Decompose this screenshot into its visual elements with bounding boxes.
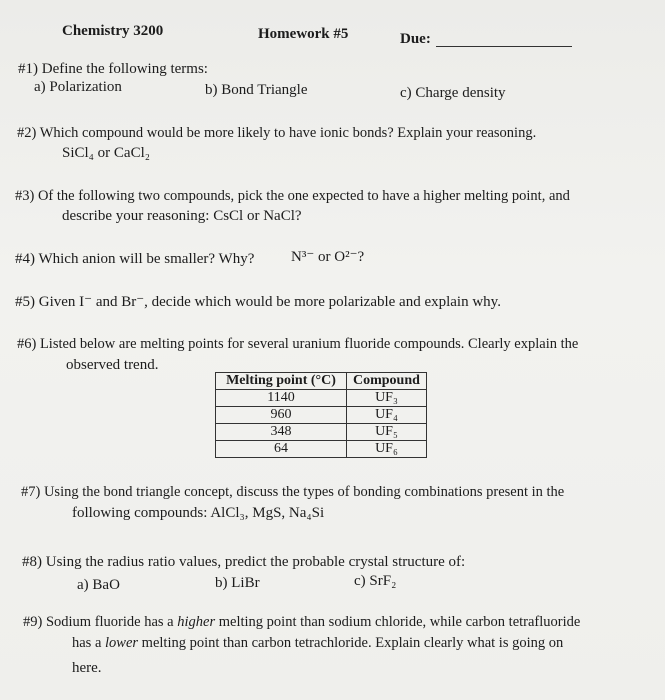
q8-option-b: b) LiBr bbox=[215, 575, 260, 591]
course-title: Chemistry 3200 bbox=[62, 23, 164, 39]
table-row bbox=[216, 390, 427, 407]
melting-point-cell: 1140 bbox=[216, 390, 347, 407]
q8-option-a: a) BaO bbox=[77, 577, 120, 593]
due-date-blank bbox=[436, 46, 572, 47]
q1-option-b: b) Bond Triangle bbox=[205, 82, 308, 98]
compound-cell: UF₆ bbox=[347, 441, 427, 458]
q9-emphasis-higher: higher bbox=[177, 614, 216, 630]
table-row bbox=[216, 424, 427, 441]
column-header-compound: Compound bbox=[347, 373, 427, 390]
q4-prompt: #4) Which anion will be smaller? Why? bbox=[15, 251, 255, 267]
q6-line1: #6) Listed below are melting points for several uranium fluoride compounds. Clearly explain the bbox=[17, 336, 579, 352]
q9-line3: here. bbox=[72, 660, 102, 676]
q9-line2: has a lower melting point than carbon tetrachloride. Explain clearly what is going on bbox=[72, 635, 564, 651]
q2-prompt: #2) Which compound would be more likely to have ionic bonds? Explain your reasoning. bbox=[17, 125, 537, 141]
column-header-melting-point: Melting point (°C) bbox=[216, 373, 347, 390]
q8-option-c: c) SrF₂ bbox=[354, 573, 397, 589]
homework-title: Homework #5 bbox=[258, 26, 349, 42]
q1-option-c: c) Charge density bbox=[400, 85, 506, 101]
q7-line2: following compounds: AlCl₃, MgS, Na₄Si bbox=[72, 505, 325, 521]
q1-prompt: #1) Define the following terms: bbox=[18, 61, 208, 77]
q1-option-a: a) Polarization bbox=[34, 79, 122, 95]
q8-prompt: #8) Using the radius ratio values, predict the probable crystal structure of: bbox=[22, 554, 466, 570]
compound-cell: UF₃ bbox=[347, 390, 427, 407]
table-row bbox=[216, 407, 427, 424]
q7-line1: #7) Using the bond triangle concept, discuss the types of bonding combinations present in the bbox=[21, 484, 565, 500]
q2-options: SiCl₄ or CaCl₂ bbox=[62, 145, 150, 161]
compound-cell: UF₅ bbox=[347, 424, 427, 441]
due-label: Due: bbox=[400, 31, 431, 47]
melting-point-table bbox=[215, 372, 427, 458]
melting-point-cell: 960 bbox=[216, 407, 347, 424]
q3-line2: describe your reasoning: CsCl or NaCl? bbox=[62, 208, 302, 224]
q3-line1: #3) Of the following two compounds, pick the one expected to have a higher melting point, and bbox=[15, 188, 570, 204]
q5-prompt: #5) Given I⁻ and Br⁻, decide which would be more polarizable and explain why. bbox=[15, 294, 501, 310]
melting-point-cell: 348 bbox=[216, 424, 347, 441]
q6-line2: observed trend. bbox=[66, 357, 159, 373]
q9-emphasis-lower: lower bbox=[105, 635, 139, 651]
table-header-row bbox=[216, 373, 427, 390]
table-row bbox=[216, 441, 427, 458]
compound-cell: UF₄ bbox=[347, 407, 427, 424]
q4-options: N³⁻ or O²⁻? bbox=[291, 249, 365, 265]
melting-point-cell: 64 bbox=[216, 441, 347, 458]
q9-line1: #9) Sodium fluoride has a higher melting point than sodium chloride, while carbon tetrafluoride bbox=[23, 614, 581, 630]
